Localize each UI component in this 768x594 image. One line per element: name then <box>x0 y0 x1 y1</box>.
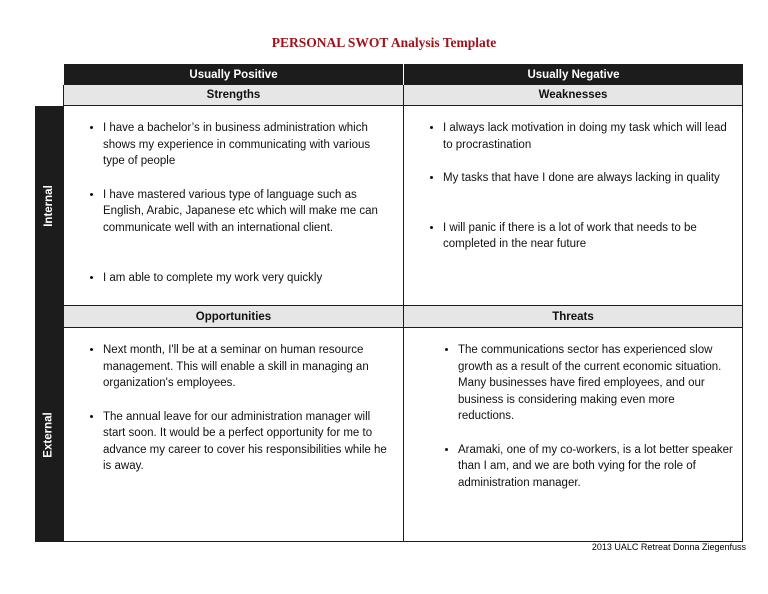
list-item: • I am able to complete my work very quickly <box>103 270 389 287</box>
list-item: • Next month, I'll be at a seminar on human resource management. This will enable a skill in managing an organization's employees. <box>103 342 389 392</box>
row-label-external <box>35 328 63 542</box>
row-label-internal-text: Internal <box>43 185 56 227</box>
swot-table <box>35 64 743 542</box>
threats-heading: Threats <box>403 306 743 328</box>
row-label-internal <box>35 106 63 306</box>
strengths-heading: Strengths <box>63 85 403 106</box>
column-header-negative: Usually Negative <box>403 64 743 85</box>
strengths-cell <box>63 106 403 306</box>
column-header-positive: Usually Positive <box>63 64 403 85</box>
list-item: • The communications sector has experienced slow growth as a result of the current economic situation. Many businesses have fired employees, and our business is considering making even more reductions. <box>458 342 734 425</box>
strengths-list <box>86 120 389 287</box>
weaknesses-heading: Weaknesses <box>403 85 743 106</box>
threats-cell <box>403 328 743 542</box>
list-item: • The annual leave for our administration manager will start soon. It would be a perfect opportunity for me to advance my career to cover his responsibilities while he is away. <box>103 409 389 475</box>
side-bar-divider <box>35 306 63 328</box>
weaknesses-list <box>426 120 728 253</box>
list-item: • I always lack motivation in doing my task which will lead to procrastination <box>443 120 728 153</box>
opportunities-cell <box>63 328 403 542</box>
page-title: PERSONAL SWOT Analysis Template <box>271 35 497 50</box>
weaknesses-cell <box>403 106 743 306</box>
list-item: • Aramaki, one of my co-workers, is a lot better speaker than I am, and we are both vying for the role of administration manager. <box>458 442 734 492</box>
row-label-external-text: External <box>43 412 56 458</box>
table-corner <box>35 64 63 85</box>
list-item: • I have mastered various type of language such as English, Arabic, Japanese etc which will make me can communicate well with an international client. <box>103 187 389 237</box>
list-item: • My tasks that have I done are always lacking in quality <box>443 170 728 187</box>
threats-list <box>441 342 734 491</box>
opportunities-list <box>86 342 389 475</box>
opportunities-heading: Opportunities <box>63 306 403 328</box>
side-spacer-top <box>35 85 63 106</box>
footer-credit: 2013 UALC Retreat Donna Ziegenfuss <box>591 542 746 552</box>
list-item: • I have a bachelor’s in business administration which shows my experience in communicating with various type of people <box>103 120 389 170</box>
list-item: • I will panic if there is a lot of work that needs to be completed in the near future <box>443 220 728 253</box>
